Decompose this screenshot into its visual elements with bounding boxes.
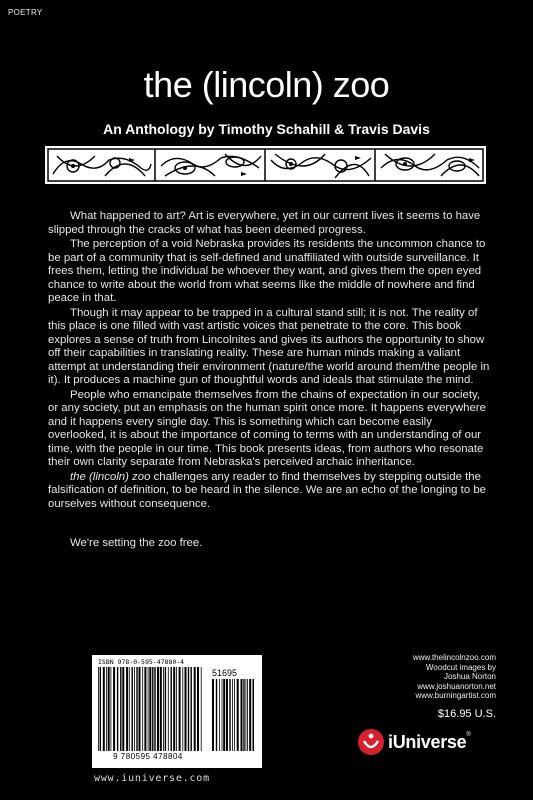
barcode-bar [185, 667, 187, 751]
isbn-number: ISBN 978-0-595-47880-4 [98, 658, 185, 666]
barcode-bar [223, 679, 225, 751]
barcode-bar [243, 679, 244, 751]
barcode-bar [173, 667, 175, 751]
barcode-bar [197, 667, 199, 751]
barcode-bar [113, 667, 115, 751]
barcode-bar [171, 667, 172, 751]
barcode-bar [219, 679, 220, 751]
blurb-paragraph: People who emancipate themselves from the chains of expectation in our society, or any society, put an emphasis on the human spirit once more. It happens everywhere and it happens every single day. This is something which can become easily overlooked, it is about the importance of coming to terms with an understanding of our time, with the people in our time. This book presents ideas, from authors who resonate their own clarity separate from Nebraska's perceived archaic inheritance. [48, 388, 486, 468]
credit-line: Woodcut images by [425, 662, 496, 672]
back-cover-blurb [48, 210, 493, 552]
barcode-bar [247, 679, 248, 751]
barcode-bar [249, 679, 251, 751]
barcode-bar [232, 679, 233, 751]
blurb-paragraph: What happened to art? Art is everywhere, yet in our current lives it seems to have slipped through the cracks of what has been deemed progress. [48, 210, 481, 236]
barcode-bar [176, 667, 177, 751]
barcode-bar [134, 667, 135, 751]
barcode-bar [122, 667, 124, 751]
barcode-bar [98, 667, 99, 751]
barcode-bar [201, 667, 202, 751]
isbn-barcode [92, 655, 262, 768]
book-subtitle: An Anthology by Timothy Schahill & Travis Davis [103, 121, 430, 137]
barcode-bar [222, 679, 223, 751]
barcode-bar [188, 667, 189, 751]
credit-line: www.burningartist.com [415, 691, 496, 700]
barcode-bar [163, 667, 164, 751]
barcode-bar [148, 667, 149, 751]
barcode-bar [253, 679, 255, 751]
credit-line: www.joshuanorton.net [417, 681, 496, 691]
barcode-bar [182, 667, 183, 751]
barcode-bar [100, 667, 101, 751]
credit-line: Joshua Norton [443, 672, 496, 681]
credits-block [330, 653, 496, 701]
blurb-paragraph: Though it may appear to be trapped in a cultural stand still; it is not. The reality of this place is one filled with vast artistic voices that penetrate to the core. This book explores a sense of truth from Lincolnites and gives its authors the opportunity to show off their capabilities in translating reality. These are human minds making a valiant attempt at understanding their environment (nature/the world around them/the people in it). It produces a machine gun of thoughtful words and ideals that stimulate the mind. [48, 306, 490, 386]
barcode-bar [229, 679, 230, 751]
barcode-bar [139, 667, 141, 751]
addon-barcode-bars [212, 679, 254, 751]
barcode-bar [212, 679, 214, 751]
barcode-bar [237, 679, 239, 751]
barcode-bar [136, 667, 137, 751]
price: $16.95 U.S. [437, 708, 496, 720]
barcode-bar [154, 667, 155, 751]
iuniverse-logo-icon [357, 728, 385, 756]
ean-barcode-bars [98, 667, 202, 751]
publisher-website: www.iuniverse.com [94, 773, 210, 784]
category-label: POETRY [8, 8, 43, 17]
barcode-bar [157, 667, 159, 751]
barcode-bar [241, 679, 243, 751]
barcode-bar [117, 667, 118, 751]
publisher-name-text: iUniverse [388, 732, 467, 752]
barcode-bar [168, 667, 169, 751]
barcode-bar [144, 667, 146, 751]
barcode-bar [246, 679, 247, 751]
blurb-paragraph: The perception of a void Nebraska provides its residents the uncommon chance to be part of a community that is self-defined and unaffiliated with outside surveillance. It frees them, letting the individual be whoever they want, and gives them the open eyed chance to write about the world from what seems like the middle of nowhere and find peace in that. [48, 238, 486, 304]
ean-number: 9 780595 478804 [113, 752, 183, 761]
barcode-bar [132, 667, 133, 751]
barcode-bar [111, 667, 112, 751]
tagline: We're setting the zoo free. [70, 537, 203, 549]
book-title: the (lincoln) zoo [143, 64, 390, 105]
italic-title: the (lincoln) zoo [70, 470, 151, 483]
price-addon-number: 51695 [212, 668, 238, 678]
barcode-bar [191, 667, 192, 751]
barcode-bar [194, 667, 196, 751]
barcode-bar [120, 667, 121, 751]
barcode-bar [103, 667, 105, 751]
barcode-bar [234, 679, 235, 751]
barcode-bar [216, 679, 217, 751]
barcode-bar [126, 667, 128, 751]
woodcut-border-illustration [45, 146, 486, 184]
closing-text: challenges any reader to find themselves by stepping outside the falsification of definition, to be heard in the silence. We are an echo of the longing to be ourselves without consequence. [48, 470, 486, 510]
barcode-bar [165, 667, 166, 751]
barcode-bar [108, 667, 110, 751]
barcode-bar [152, 667, 153, 751]
registered-mark: ® [466, 732, 471, 738]
publisher-logo [357, 727, 497, 757]
barcode-bar [160, 667, 162, 751]
barcode-bar [129, 667, 130, 751]
barcode-bar [226, 679, 228, 751]
credit-line: www.thelincolnzoo.com [412, 653, 496, 662]
barcode-bar [106, 667, 107, 751]
barcode-bar [142, 667, 143, 751]
publisher-name [388, 732, 470, 753]
blurb-closing-paragraph [48, 471, 493, 512]
barcode-bar [149, 667, 151, 751]
barcode-bar [179, 667, 181, 751]
